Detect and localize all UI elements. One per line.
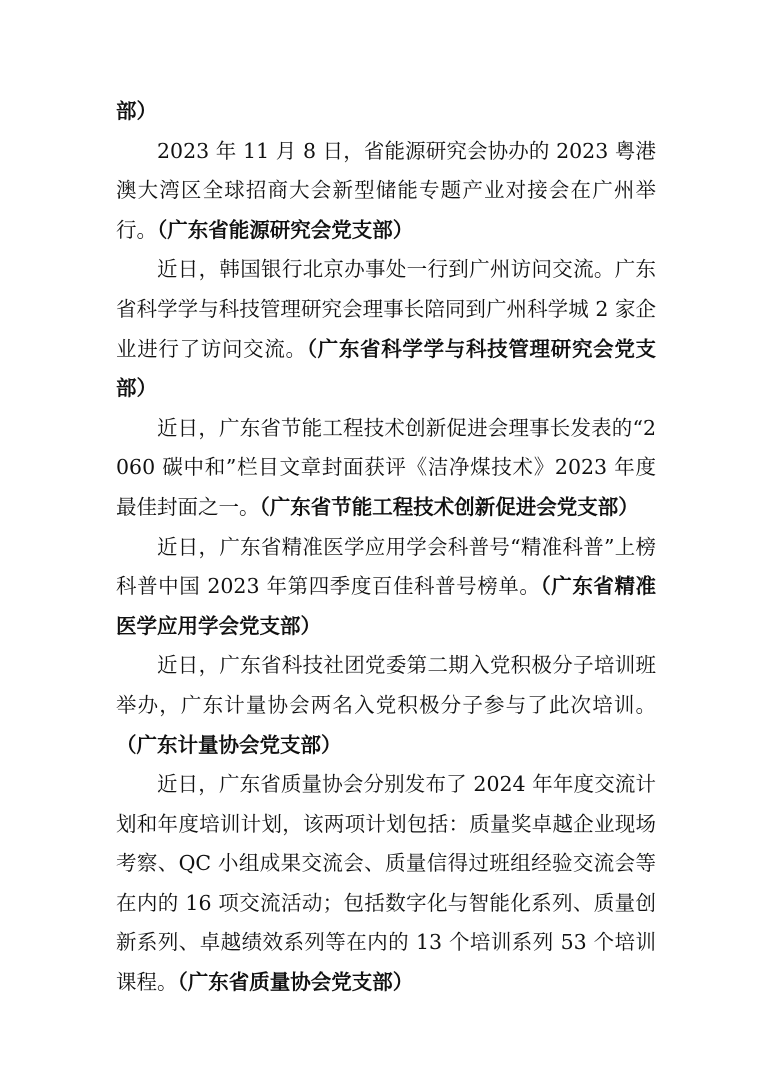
paragraph-source: （广东省科学学与科技管理研究会党支部） — [116, 336, 657, 401]
paragraph-text: 近日，广东省质量协会分别发布了 2024 年年度交流计划和年度培训计划，该两项计划包括：质量奖卓越企业现场考察、QC 小组成果交流会、质量信得过班组经验交流会等在内的 16 项交流活动；包括数字化与智能化系列、质量创新系列、卓越绩效系列等在内的 13 个培训系列 53 个培训课程。 — [116, 772, 656, 995]
paragraph-metrology — [116, 646, 656, 765]
paragraph-source: （广东计量协会党支部） — [116, 732, 342, 757]
paragraph-science-management — [116, 250, 656, 408]
paragraph-source: 部） — [116, 99, 157, 123]
paragraph-source: （广东省质量协会党支部） — [177, 970, 414, 995]
paragraph-energy-saving — [116, 409, 656, 528]
paragraph-source: （广东省能源研究会党支部） — [157, 217, 414, 242]
paragraph-source: （广东省精准医学应用学会党支部） — [116, 574, 657, 638]
paragraph-quality — [116, 765, 656, 1003]
paragraph-text: 近日，广东省科技社团党委第二期入党积极分子培训班举办，广东计量协会两名入党积极分子参与了此次培训。 — [116, 653, 656, 717]
paragraph-text: 2023 年 11 月 8 日，省能源研究会协办的 2023 粤港澳大湾区全球招商大会新型储能专题产业对接会在广州举行。 — [116, 138, 656, 242]
paragraph-continuation — [116, 92, 656, 132]
paragraph-precision-medicine — [116, 528, 656, 647]
document-page — [116, 92, 656, 1003]
paragraph-text: 近日，韩国银行北京办事处一行到广州访问交流。广东省科学学与科技管理研究会理事长陪同到广州科学城 2 家企业进行了访问交流。 — [116, 257, 656, 361]
paragraph-source: （广东省节能工程技术创新促进会党支部） — [259, 494, 639, 519]
paragraph-energy-research — [116, 132, 656, 251]
paragraph-text: 近日，广东省精准医学应用学会科普号“精准科普”上榜科普中国 2023 年第四季度百佳科普号榜单。 — [116, 534, 656, 599]
paragraph-text: 近日，广东省节能工程技术创新促进会理事长发表的“2060 碳中和”栏目文章封面获评《洁净煤技术》2023 年度最佳封面之一。 — [116, 415, 656, 519]
